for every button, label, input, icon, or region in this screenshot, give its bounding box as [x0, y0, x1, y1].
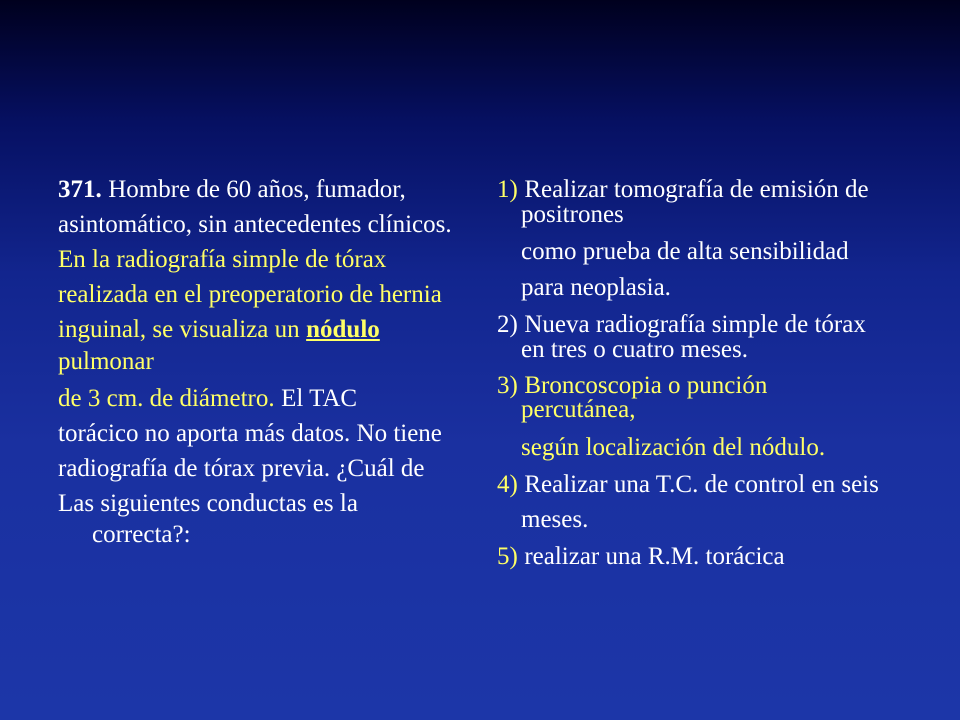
- option-number: 4): [497, 471, 518, 498]
- question-text-highlight: En la radiografía simple de tórax: [58, 246, 387, 273]
- option-text: Realizar tomografía de emisión de: [524, 176, 869, 203]
- option-item-5: [497, 543, 785, 571]
- option-text: realizar una R.M. torácica: [524, 543, 785, 570]
- question-text: radiografía de tórax previa. ¿Cuál de: [58, 455, 425, 482]
- option-text-highlight: según localización del nódulo.: [521, 434, 826, 461]
- option-item-4: [497, 471, 879, 499]
- option-text: Nueva radiografía simple de tórax: [524, 311, 866, 338]
- option-number: 1): [497, 176, 518, 203]
- option-continuation: [521, 238, 849, 266]
- option-item-1: [497, 176, 869, 204]
- option-text: en tres o cuatro meses.: [521, 336, 749, 363]
- option-continuation: [521, 201, 624, 229]
- question-text-highlight: pulmonar: [58, 348, 154, 375]
- question-line: [58, 246, 386, 274]
- question-text-highlight: realizada en el preoperatorio de hernia: [58, 281, 442, 308]
- question-line: [58, 455, 425, 483]
- question-text-highlight: de 3 cm. de diámetro.: [58, 385, 275, 412]
- option-item-2: [497, 311, 866, 339]
- nodule-term: nódulo: [306, 316, 380, 343]
- option-continuation: [521, 396, 636, 424]
- option-number: 5): [497, 543, 518, 570]
- option-text: positrones: [521, 201, 624, 228]
- option-continuation: [521, 274, 671, 302]
- question-text-highlight: inguinal, se visualiza un: [58, 316, 300, 343]
- question-line: [58, 176, 406, 204]
- option-number: 3): [497, 372, 518, 399]
- question-number: 371.: [58, 176, 102, 203]
- option-text-highlight: Broncoscopia o punción: [524, 372, 768, 399]
- question-line: [92, 521, 191, 549]
- option-continuation: [521, 336, 748, 364]
- question-line: [58, 420, 442, 448]
- option-continuation: [521, 506, 588, 534]
- option-text-highlight: percutánea,: [521, 396, 636, 423]
- question-line: [58, 348, 154, 376]
- question-line: [58, 490, 358, 518]
- option-number: 2): [497, 311, 518, 338]
- question-line: [58, 316, 380, 344]
- question-line: [58, 281, 442, 309]
- question-text: asintomático, sin antecedentes clínicos.: [58, 211, 452, 238]
- option-text: Realizar una T.C. de control en seis: [524, 471, 879, 498]
- option-text: como prueba de alta sensibilidad: [521, 238, 849, 265]
- question-text: Hombre de 60 años, fumador,: [108, 176, 406, 203]
- question-text: El TAC: [281, 385, 358, 412]
- question-line: [58, 211, 452, 239]
- option-text: para neoplasia.: [521, 274, 671, 301]
- question-text: Las siguientes conductas es la: [58, 490, 358, 517]
- option-continuation: [521, 434, 825, 462]
- question-line: [58, 385, 357, 413]
- question-text: correcta?:: [92, 521, 191, 548]
- option-text: meses.: [521, 506, 589, 533]
- question-text: torácico no aporta más datos. No tiene: [58, 420, 442, 447]
